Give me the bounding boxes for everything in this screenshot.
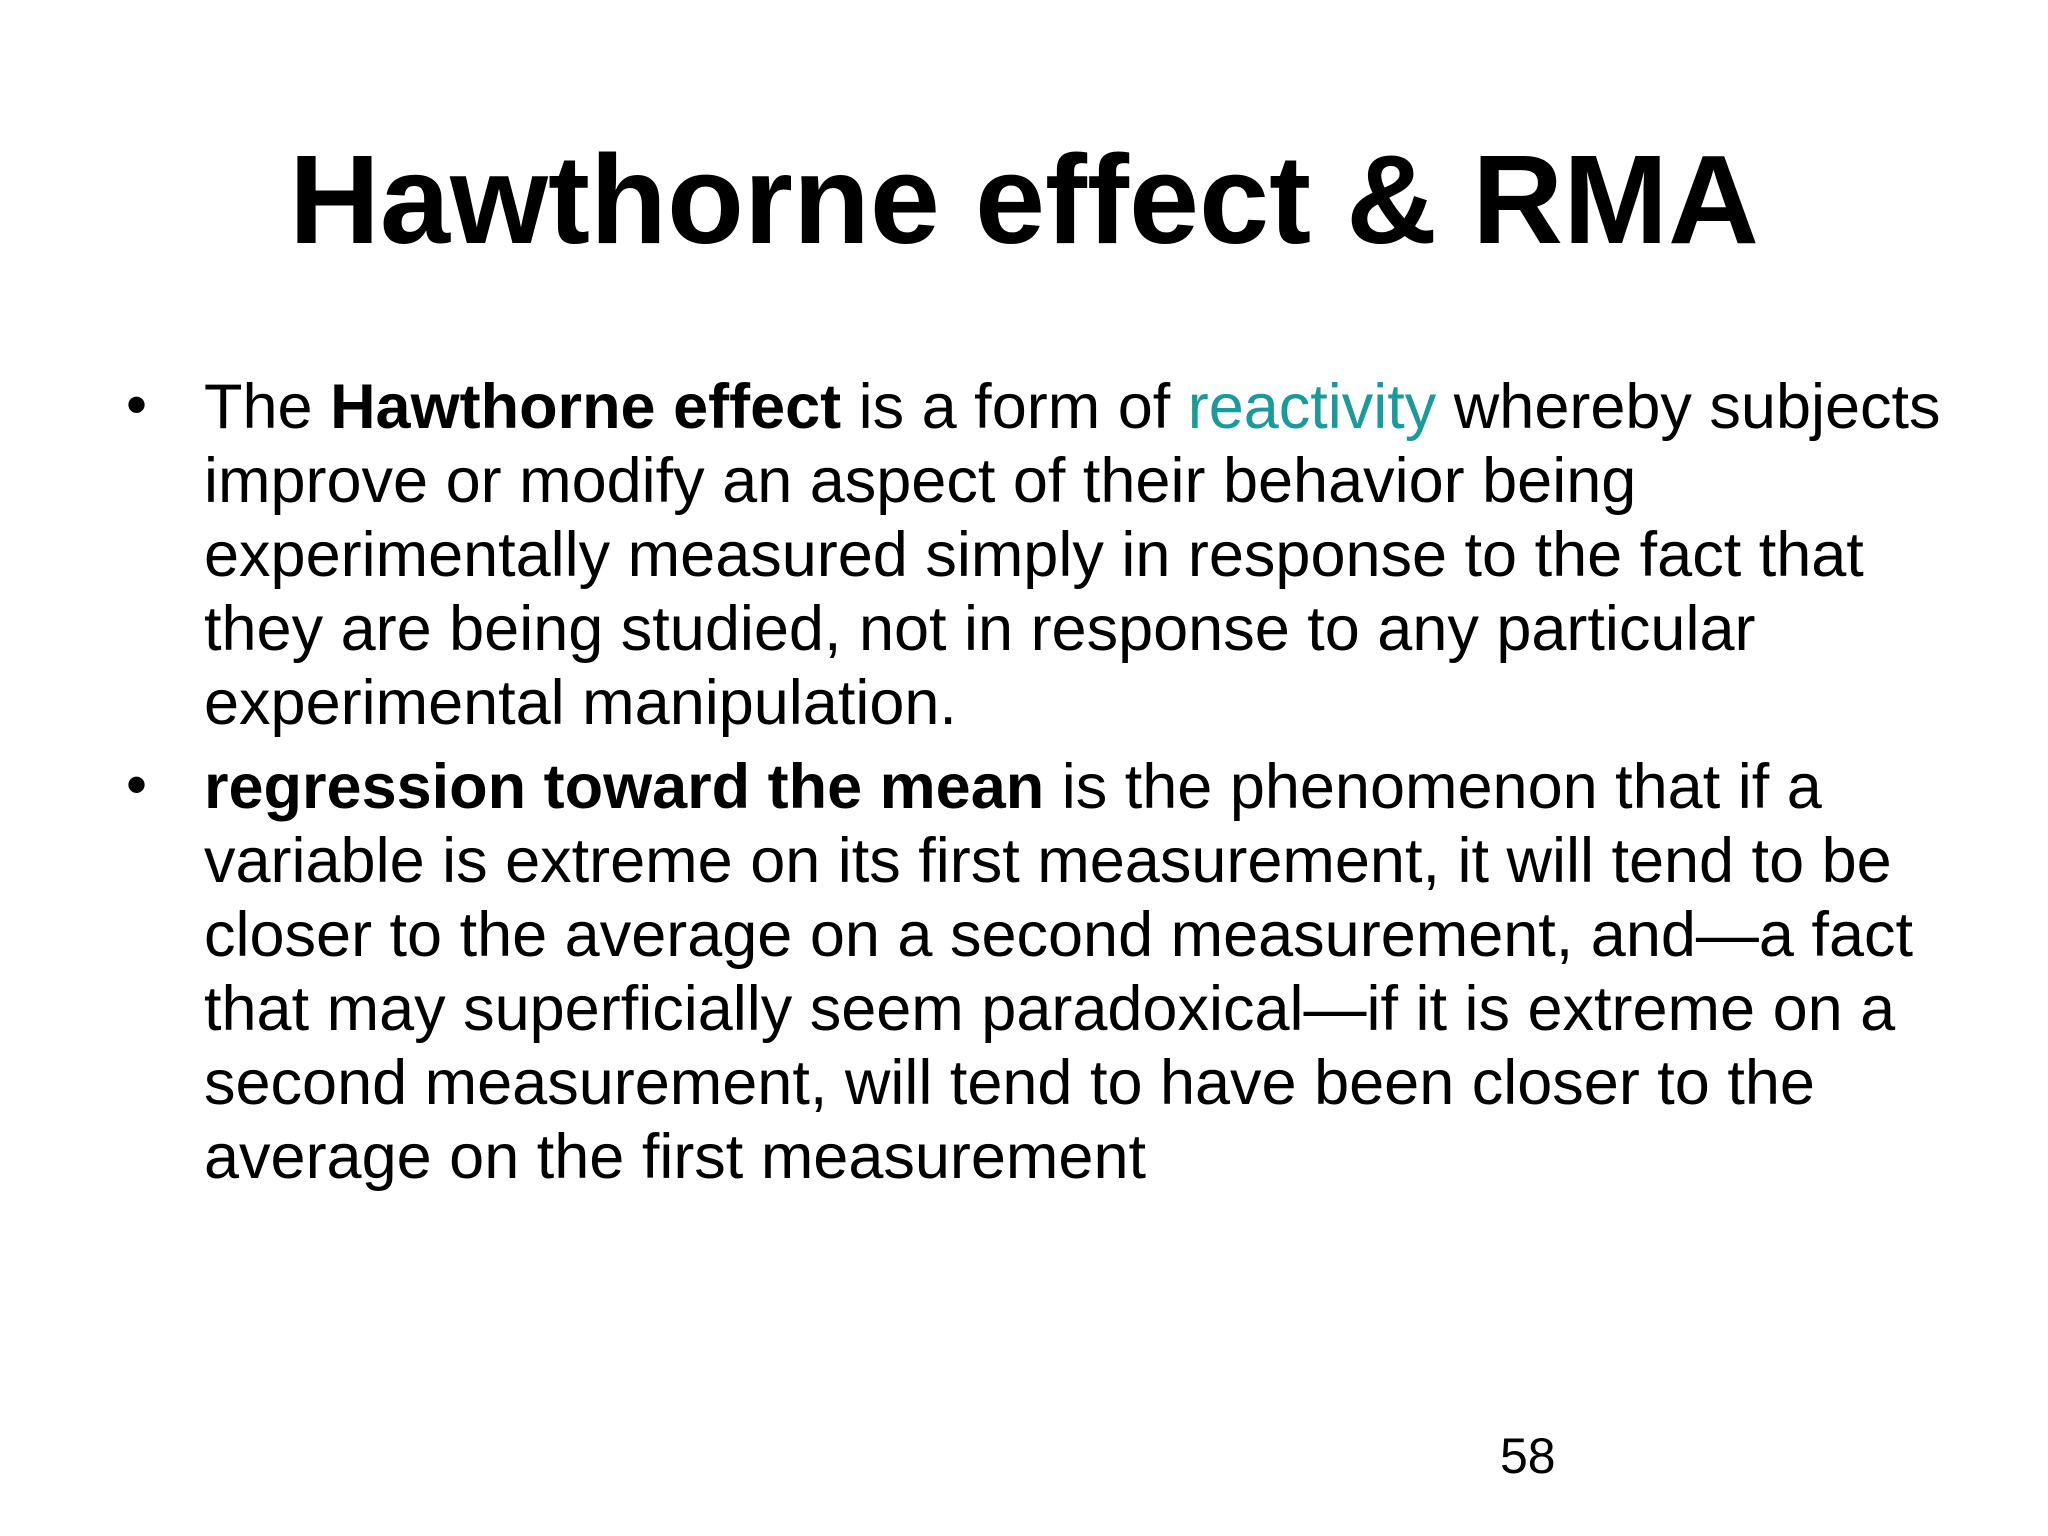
bullet-lead-text: The [204, 372, 331, 442]
bullet-list [120, 370, 1950, 1204]
slide-title: Hawthorne effect & RMA [288, 129, 1760, 270]
bullet-dot-icon: • [126, 751, 148, 818]
reactivity-link[interactable]: reactivity [1187, 372, 1437, 442]
bold-term-hawthorne: Hawthorne effect [330, 372, 842, 442]
bullet-dot-icon: • [126, 371, 148, 438]
bullet-rest-text: whereby subjects improve or modify an aspect of their behavior being experimentally measured simply in response to the fact that they are being studied, not in response to any particular experimental manipulation. [204, 372, 1941, 738]
page-number: 58 [1500, 1428, 1556, 1484]
bullet-regression-mean [120, 750, 1950, 1194]
bullet-hawthorne-effect [120, 370, 1950, 740]
bold-term-regression: regression toward the mean [204, 752, 1045, 822]
bullet-middle-text: is a form of [841, 372, 1188, 442]
bullet-rest-text: is the phenomenon that if a variable is extreme on its first measurement, it will tend to be closer to the average on a second measurement, and—a fact that may superficially seem paradoxical—if it is extreme on a second measurement, will tend to have been closer to the average on the first measurement [204, 752, 1913, 1192]
